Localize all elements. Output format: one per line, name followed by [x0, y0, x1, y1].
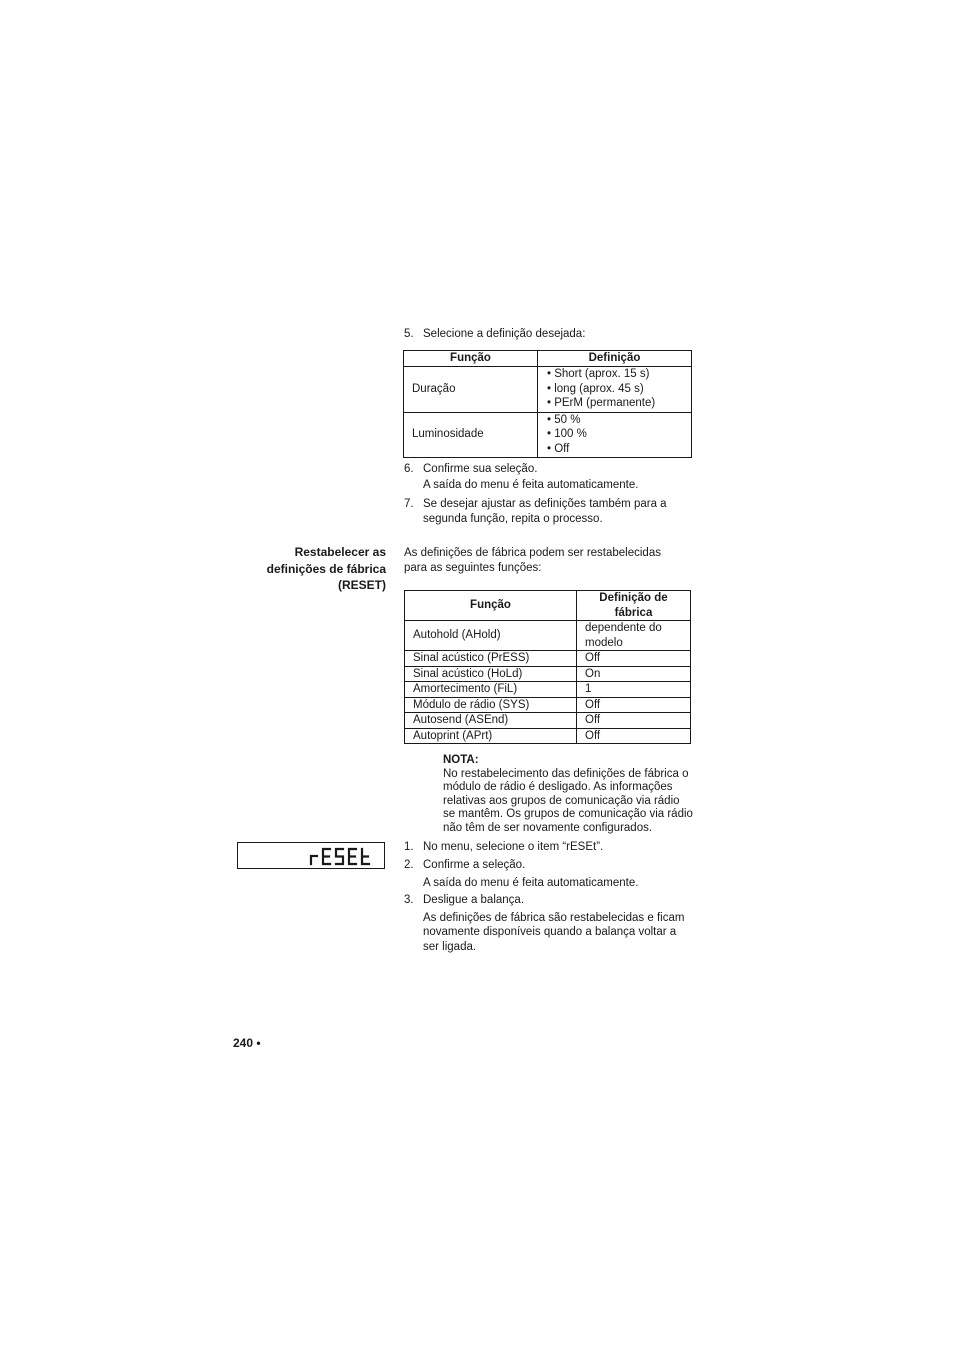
- table-row: [405, 666, 691, 682]
- step-text: Selecione a definição desejada:: [423, 328, 586, 340]
- function-cell: Amortecimento (FiL): [405, 682, 577, 698]
- function-cell: Duração: [404, 366, 538, 412]
- table-row: [405, 651, 691, 667]
- heading-line: Restabelecer as: [294, 545, 386, 559]
- option-item: • Off: [547, 442, 570, 455]
- function-cell: Módulo de rádio (SYS): [405, 697, 577, 713]
- table-row: [404, 412, 692, 457]
- step-subtext: A saída do menu é feita automaticamente.: [423, 876, 639, 889]
- value-cell: dependente do modelo: [577, 621, 691, 651]
- value-cell: Off: [577, 651, 691, 667]
- lcd-display: [237, 842, 385, 869]
- page-number: 240 •: [233, 1036, 261, 1050]
- reset-step-3: [404, 893, 692, 954]
- function-cell: Sinal acústico (HoLd): [405, 666, 577, 682]
- table-header: Função: [405, 591, 577, 621]
- section-intro: As definições de fábrica podem ser restabelecidas para as seguintes funções:: [404, 547, 661, 574]
- step-subtext: As definições de fábrica são restabelecidas e ficam novamente disponíveis quando a balança voltar a ser ligada.: [423, 911, 685, 953]
- option-item: • 50 %: [547, 413, 581, 426]
- value-cell: Off: [577, 713, 691, 729]
- lcd-display-text: [238, 843, 239, 844]
- heading-line: definições de fábrica: [266, 561, 386, 576]
- step-number: 2.: [404, 859, 414, 871]
- step-text: Confirme sua seleção.: [423, 463, 538, 475]
- table-header: Definição: [538, 351, 692, 367]
- step-subtext: A saída do menu é feita automaticamente.: [423, 478, 639, 491]
- table-row: [405, 682, 691, 698]
- step-text: Se desejar ajustar as definições também para a segunda função, repita o processo.: [423, 498, 667, 525]
- step-number: 6.: [404, 463, 414, 475]
- note-text: No restabelecimento das definições de fábrica o módulo de rádio é desligado. As informações relativas aos grupos de comunicação via rádio se mantêm. Os grupos de comunicação via rádio não têm de ser novamente configurados.: [443, 767, 693, 834]
- options-cell: [538, 412, 692, 457]
- heading-line: (RESET): [338, 578, 386, 592]
- function-cell: Autosend (ASEnd): [405, 713, 577, 729]
- step-5: [404, 327, 694, 342]
- section-heading: [236, 544, 386, 594]
- table-row: [405, 697, 691, 713]
- display-settings-table: [403, 350, 692, 458]
- table-header: Definição de fábrica: [577, 591, 691, 621]
- step-text: Desligue a balança.: [423, 894, 525, 906]
- option-item: • PErM (permanente): [547, 397, 656, 410]
- value-cell: 1: [577, 682, 691, 698]
- reset-step-2: [404, 858, 694, 890]
- step-number: 7.: [404, 498, 414, 510]
- step-6: [404, 462, 694, 492]
- lcd-segment-digits: [308, 847, 378, 866]
- table-row: [405, 713, 691, 729]
- table-row: [404, 366, 692, 412]
- function-cell: Autohold (AHold): [405, 621, 577, 651]
- step-text: No menu, selecione o item “rESEt”.: [423, 841, 604, 853]
- note-title: NOTA:: [443, 754, 479, 766]
- options-cell: [538, 366, 692, 412]
- table-row: [405, 728, 691, 744]
- table-header: Função: [404, 351, 538, 367]
- function-cell: Luminosidade: [404, 412, 538, 457]
- option-item: • 100 %: [547, 428, 587, 441]
- value-cell: Off: [577, 728, 691, 744]
- step-text: Confirme a seleção.: [423, 859, 526, 871]
- note-box: [443, 754, 693, 835]
- reset-step-1: [404, 840, 694, 855]
- step-number: 3.: [404, 894, 414, 906]
- option-item: • long (aprox. 45 s): [547, 382, 644, 395]
- step-7: [404, 497, 684, 526]
- table-row: [405, 621, 691, 651]
- value-cell: On: [577, 666, 691, 682]
- factory-defaults-table: [404, 590, 691, 744]
- value-cell: Off: [577, 697, 691, 713]
- option-item: • Short (aprox. 15 s): [547, 368, 650, 381]
- function-cell: Autoprint (APrt): [405, 728, 577, 744]
- function-cell: Sinal acústico (PrESS): [405, 651, 577, 667]
- step-number: 5.: [404, 328, 414, 340]
- step-number: 1.: [404, 841, 414, 853]
